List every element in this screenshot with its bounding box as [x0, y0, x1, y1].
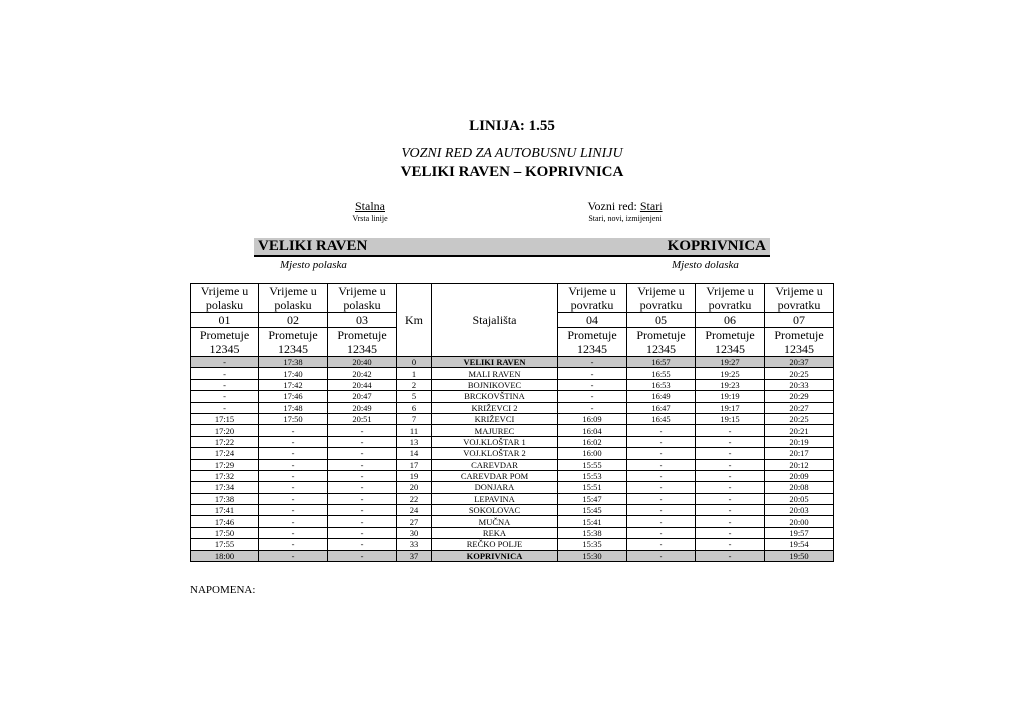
departure-time-cell: - — [259, 516, 328, 527]
schedule-type-line — [540, 199, 710, 214]
operating-days-cell — [328, 328, 397, 357]
departure-time-cell: 17:22 — [191, 436, 259, 447]
departure-time-cell: 17:42 — [259, 379, 328, 390]
return-time-cell: 20:03 — [765, 505, 834, 516]
operating-label: Prometuje — [337, 328, 387, 342]
return-time-cell: - — [558, 402, 627, 413]
km-cell: 20 — [397, 482, 432, 493]
operating-days-cell — [558, 328, 627, 357]
return-time-cell: - — [627, 482, 696, 493]
departure-time-cell: - — [328, 505, 397, 516]
operating-label: Prometuje — [199, 328, 250, 342]
return-time-cell: 19:25 — [696, 368, 765, 379]
km-cell: 33 — [397, 539, 432, 550]
departure-time-cell: 20:47 — [328, 391, 397, 402]
ret-header-cell: Vrijeme u povratku — [765, 284, 834, 313]
return-time-cell: 20:29 — [765, 391, 834, 402]
return-time-cell: 20:17 — [765, 448, 834, 459]
departure-time-cell: - — [259, 459, 328, 470]
return-time-cell: - — [627, 516, 696, 527]
return-time-cell: 15:53 — [558, 470, 627, 481]
stop-name-cell: KRIŽEVCI 2 — [432, 402, 558, 413]
departure-time-cell: - — [191, 379, 259, 390]
departure-time-cell: - — [328, 516, 397, 527]
departure-time-cell: 17:15 — [191, 413, 259, 424]
ret-header-cell: Vrijeme u povratku — [558, 284, 627, 313]
km-cell: 37 — [397, 550, 432, 561]
return-time-cell: 16:00 — [558, 448, 627, 459]
table-row — [191, 539, 834, 550]
return-time-cell: 20:33 — [765, 379, 834, 390]
departure-time-cell: 17:50 — [191, 527, 259, 538]
return-time-cell: 15:51 — [558, 482, 627, 493]
stop-name-cell: MUČNA — [432, 516, 558, 527]
departure-time-cell: 17:41 — [191, 505, 259, 516]
operating-days-cell — [259, 328, 328, 357]
line-type-label: Vrsta linije — [352, 214, 388, 223]
return-time-cell: 16:04 — [558, 425, 627, 436]
timetable — [190, 283, 834, 562]
stop-name-cell: VELIKI RAVEN — [432, 357, 558, 368]
stop-name-cell: BRCKOVŠTINA — [432, 391, 558, 402]
return-time-cell: 20:00 — [765, 516, 834, 527]
stop-name-cell: BOJNIKOVEC — [432, 379, 558, 390]
departure-time-cell: - — [259, 550, 328, 561]
departure-time-cell: - — [259, 436, 328, 447]
table-row — [191, 482, 834, 493]
arrival-place: KOPRIVNICA — [667, 238, 766, 254]
departure-time-cell: 20:44 — [328, 379, 397, 390]
line-type-block — [330, 199, 410, 223]
km-cell: 17 — [397, 459, 432, 470]
operating-days-value: 12345 — [646, 342, 676, 356]
operating-days-cell — [696, 328, 765, 357]
km-cell: 14 — [397, 448, 432, 459]
return-time-cell: - — [696, 470, 765, 481]
return-time-cell: - — [696, 436, 765, 447]
return-time-cell: - — [696, 459, 765, 470]
departure-time-cell: - — [259, 470, 328, 481]
trip-number: 06 — [696, 313, 765, 328]
return-time-cell: - — [627, 550, 696, 561]
stop-name-cell: REKA — [432, 527, 558, 538]
departure-time-cell: - — [191, 402, 259, 413]
departure-time-cell: - — [259, 448, 328, 459]
line-type-value: Stalna — [355, 199, 385, 213]
operating-days-cell — [765, 328, 834, 357]
return-time-cell: 15:38 — [558, 527, 627, 538]
departure-place-label: Mjesto polaska — [280, 259, 347, 271]
km-cell: 2 — [397, 379, 432, 390]
return-time-cell: - — [696, 482, 765, 493]
return-time-cell: - — [627, 527, 696, 538]
return-time-cell: 20:08 — [765, 482, 834, 493]
km-cell: 1 — [397, 368, 432, 379]
trip-number: 02 — [259, 313, 328, 328]
stop-name-cell: DONJARA — [432, 482, 558, 493]
stop-name-cell: LEPAVINA — [432, 493, 558, 504]
return-time-cell: - — [627, 470, 696, 481]
dep-header-cell: Vrijeme u polasku — [259, 284, 328, 313]
return-time-cell: - — [696, 527, 765, 538]
return-time-cell: 15:55 — [558, 459, 627, 470]
table-row — [191, 368, 834, 379]
stop-name-cell: MAJUREC — [432, 425, 558, 436]
return-time-cell: 16:55 — [627, 368, 696, 379]
return-time-cell: - — [696, 505, 765, 516]
return-time-cell: - — [696, 516, 765, 527]
departure-time-cell: - — [259, 539, 328, 550]
stop-name-cell: VOJ.KLOŠTAR 1 — [432, 436, 558, 447]
return-time-cell: - — [696, 539, 765, 550]
return-time-cell: 20:27 — [765, 402, 834, 413]
table-row — [191, 550, 834, 561]
departure-time-cell: 17:34 — [191, 482, 259, 493]
table-row — [191, 516, 834, 527]
departure-time-cell: - — [259, 425, 328, 436]
return-time-cell: - — [558, 379, 627, 390]
schedule-type-label: Stari, novi, izmijenjeni — [588, 214, 662, 223]
km-cell: 5 — [397, 391, 432, 402]
stop-name-cell: KRIŽEVCI — [432, 413, 558, 424]
return-time-cell: 16:57 — [627, 357, 696, 368]
return-time-cell: 19:17 — [696, 402, 765, 413]
operating-label: Prometuje — [636, 328, 686, 342]
departure-time-cell: 17:48 — [259, 402, 328, 413]
table-row — [191, 470, 834, 481]
schedule-type-value: Stari — [639, 199, 663, 213]
departure-time-cell: - — [259, 505, 328, 516]
return-time-cell: 15:45 — [558, 505, 627, 516]
departure-time-cell: 17:46 — [191, 516, 259, 527]
trip-number: 03 — [328, 313, 397, 328]
return-time-cell: 19:57 — [765, 527, 834, 538]
operating-label: Prometuje — [705, 328, 755, 342]
operating-days-value: 12345 — [347, 342, 377, 356]
departure-time-cell: - — [328, 425, 397, 436]
return-time-cell: - — [627, 448, 696, 459]
return-time-cell: 20:37 — [765, 357, 834, 368]
departure-time-cell: 17:50 — [259, 413, 328, 424]
stop-name-cell: CAREVDAR — [432, 459, 558, 470]
km-cell: 30 — [397, 527, 432, 538]
return-time-cell: 15:47 — [558, 493, 627, 504]
departure-time-cell: 17:38 — [259, 357, 328, 368]
departure-time-cell: - — [328, 459, 397, 470]
table-row — [191, 379, 834, 390]
table-row — [191, 527, 834, 538]
stop-header: Stajališta — [432, 284, 558, 357]
return-time-cell: 20:05 — [765, 493, 834, 504]
table-row — [191, 391, 834, 402]
stop-name-cell: MALI RAVEN — [432, 368, 558, 379]
km-cell: 0 — [397, 357, 432, 368]
return-time-cell: 19:27 — [696, 357, 765, 368]
return-time-cell: 15:35 — [558, 539, 627, 550]
schedule-type-block — [540, 199, 710, 223]
return-time-cell: - — [627, 539, 696, 550]
return-time-cell: - — [627, 425, 696, 436]
departure-time-cell: 20:49 — [328, 402, 397, 413]
table-row — [191, 425, 834, 436]
return-time-cell: 20:25 — [765, 368, 834, 379]
return-time-cell: - — [627, 493, 696, 504]
return-time-cell: - — [558, 368, 627, 379]
table-row — [191, 505, 834, 516]
departure-time-cell: 17:24 — [191, 448, 259, 459]
departure-time-cell: - — [191, 391, 259, 402]
departure-time-cell: 17:32 — [191, 470, 259, 481]
return-time-cell: - — [696, 425, 765, 436]
return-time-cell: - — [696, 550, 765, 561]
departure-time-cell: - — [191, 368, 259, 379]
departure-time-cell: 17:46 — [259, 391, 328, 402]
return-time-cell: 19:23 — [696, 379, 765, 390]
trip-number: 05 — [627, 313, 696, 328]
return-time-cell: 20:12 — [765, 459, 834, 470]
schedule-type-prefix: Vozni red: — [587, 199, 640, 213]
departure-time-cell: 17:29 — [191, 459, 259, 470]
ret-header-cell: Vrijeme u povratku — [696, 284, 765, 313]
route-title: VELIKI RAVEN – KOPRIVNICA — [400, 164, 624, 180]
dep-header-cell: Vrijeme u polasku — [328, 284, 397, 313]
operating-days-value: 12345 — [577, 342, 607, 356]
departure-time-cell: 20:51 — [328, 413, 397, 424]
operating-days-cell — [627, 328, 696, 357]
return-time-cell: 20:19 — [765, 436, 834, 447]
operating-label: Prometuje — [268, 328, 318, 342]
return-time-cell: 16:45 — [627, 413, 696, 424]
km-cell: 19 — [397, 470, 432, 481]
line-title: LINIJA: 1.55 — [469, 118, 555, 134]
km-cell: 11 — [397, 425, 432, 436]
departure-time-cell: 17:38 — [191, 493, 259, 504]
return-time-cell: 19:54 — [765, 539, 834, 550]
stop-name-cell: REČKO POLJE — [432, 539, 558, 550]
return-time-cell: - — [696, 493, 765, 504]
operating-days-value: 12345 — [278, 342, 308, 356]
note-label: NAPOMENA: — [190, 584, 256, 596]
departure-time-cell: 17:40 — [259, 368, 328, 379]
departure-time-cell: - — [259, 482, 328, 493]
km-cell: 24 — [397, 505, 432, 516]
stop-name-cell: CAREVDAR POM — [432, 470, 558, 481]
departure-place: VELIKI RAVEN — [258, 238, 368, 254]
table-row — [191, 436, 834, 447]
stop-name-cell: SOKOLOVAC — [432, 505, 558, 516]
departure-time-cell: - — [259, 527, 328, 538]
km-cell: 7 — [397, 413, 432, 424]
departure-time-cell: - — [328, 436, 397, 447]
return-time-cell: 15:30 — [558, 550, 627, 561]
km-cell: 13 — [397, 436, 432, 447]
return-time-cell: 20:21 — [765, 425, 834, 436]
trip-number: 01 — [191, 313, 259, 328]
departure-time-cell: - — [191, 357, 259, 368]
trip-number: 07 — [765, 313, 834, 328]
operating-days-value: 12345 — [784, 342, 814, 356]
return-time-cell: 16:53 — [627, 379, 696, 390]
document-subtitle: VOZNI RED ZA AUTOBUSNU LINIJU — [401, 146, 623, 161]
table-row — [191, 413, 834, 424]
departure-time-cell: - — [328, 493, 397, 504]
return-time-cell: - — [558, 357, 627, 368]
trip-number: 04 — [558, 313, 627, 328]
departure-time-cell: - — [328, 550, 397, 561]
header-row-direction — [191, 284, 834, 313]
return-time-cell: - — [696, 448, 765, 459]
return-time-cell: 16:02 — [558, 436, 627, 447]
return-time-cell: 20:09 — [765, 470, 834, 481]
table-row — [191, 357, 834, 368]
route-band — [254, 238, 770, 257]
table-row — [191, 459, 834, 470]
operating-days-value: 12345 — [715, 342, 745, 356]
departure-time-cell: - — [328, 470, 397, 481]
stop-name-cell: KOPRIVNICA — [432, 550, 558, 561]
table-row — [191, 402, 834, 413]
departure-time-cell: 20:40 — [328, 357, 397, 368]
return-time-cell: 19:15 — [696, 413, 765, 424]
operating-days-value: 12345 — [209, 342, 240, 356]
km-cell: 6 — [397, 402, 432, 413]
table-row — [191, 448, 834, 459]
stop-name-cell: VOJ.KLOŠTAR 2 — [432, 448, 558, 459]
departure-time-cell: 18:00 — [191, 550, 259, 561]
return-time-cell: 19:19 — [696, 391, 765, 402]
departure-time-cell: - — [328, 527, 397, 538]
km-cell: 27 — [397, 516, 432, 527]
return-time-cell: - — [627, 505, 696, 516]
km-cell: 22 — [397, 493, 432, 504]
return-time-cell: 16:47 — [627, 402, 696, 413]
departure-time-cell: - — [328, 482, 397, 493]
return-time-cell: 20:25 — [765, 413, 834, 424]
km-header: Km — [397, 284, 432, 357]
return-time-cell: - — [627, 436, 696, 447]
return-time-cell: 16:49 — [627, 391, 696, 402]
departure-time-cell: - — [328, 448, 397, 459]
operating-days-cell — [191, 328, 259, 357]
departure-time-cell: 17:20 — [191, 425, 259, 436]
return-time-cell: 19:50 — [765, 550, 834, 561]
arrival-place-label: Mjesto dolaska — [672, 259, 739, 271]
operating-label: Prometuje — [774, 328, 824, 342]
table-row — [191, 493, 834, 504]
dep-header-cell: Vrijeme u polasku — [191, 284, 259, 313]
departure-time-cell: 17:55 — [191, 539, 259, 550]
return-time-cell: 15:41 — [558, 516, 627, 527]
return-time-cell: - — [627, 459, 696, 470]
return-time-cell: - — [558, 391, 627, 402]
operating-label: Prometuje — [567, 328, 617, 342]
return-time-cell: 16:09 — [558, 413, 627, 424]
departure-time-cell: - — [259, 493, 328, 504]
ret-header-cell: Vrijeme u povratku — [627, 284, 696, 313]
departure-time-cell: 20:42 — [328, 368, 397, 379]
departure-time-cell: - — [328, 539, 397, 550]
